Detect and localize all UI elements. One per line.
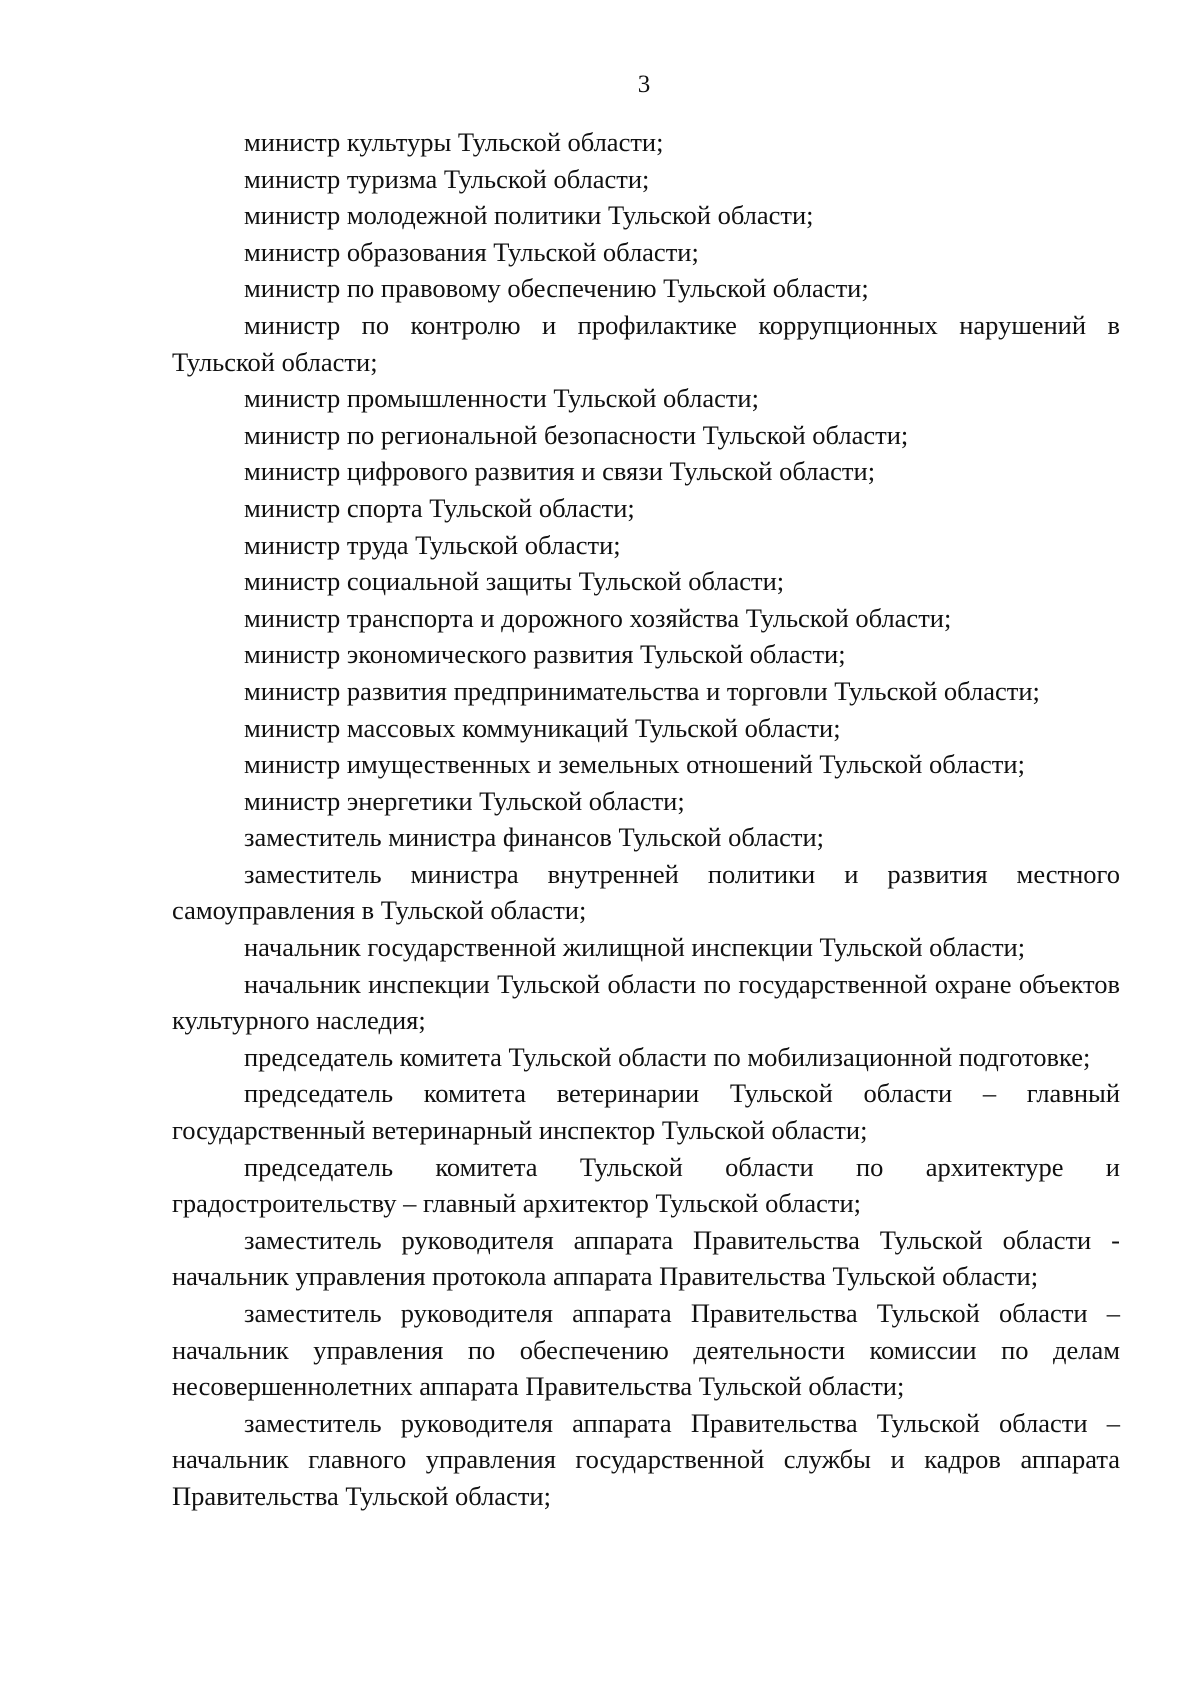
page-number: 3 [637, 71, 651, 98]
paragraph: начальник государственной жилищной инспекции Тульской области; [244, 932, 1026, 963]
paragraph: министр экономического развития Тульской области; [244, 639, 846, 670]
paragraph: председатель комитета ветеринарии Тульской области – главный государственный ветеринарный инспектор Тульской области; [172, 1078, 1120, 1146]
paragraph: министр развития предпринимательства и торговли Тульской области; [244, 675, 1040, 706]
paragraph: министр имущественных и земельных отношений Тульской области; [244, 749, 1025, 780]
document-body [172, 124, 1120, 1515]
paragraph: председатель комитета Тульской области по мобилизационной подготовке; [244, 1041, 1091, 1072]
paragraph: министр энергетики Тульской области; [244, 785, 685, 816]
paragraph: министр транспорта и дорожного хозяйства Тульской области; [244, 602, 952, 633]
paragraph: министр образования Тульской области; [244, 236, 699, 267]
paragraph: заместитель министра финансов Тульской области; [244, 822, 825, 853]
paragraph: министр по контролю и профилактике коррупционных нарушений в Тульской области; [172, 309, 1120, 377]
paragraph: председатель комитета Тульской области по архитектуре и градостроительству – главный архитектор Тульской области; [172, 1151, 1120, 1219]
paragraph: заместитель руководителя аппарата Правительства Тульской области - начальник управления протокола аппарата Правительства Тульской области; [172, 1224, 1120, 1292]
paragraph: министр социальной защиты Тульской области; [244, 566, 785, 597]
paragraph: министр спорта Тульской области; [244, 492, 635, 523]
paragraph: заместитель руководителя аппарата Правительства Тульской области – начальник главного управления государственной службы и кадров аппарата Правительства Тульской области; [172, 1407, 1120, 1511]
paragraph: заместитель министра внутренней политики и развития местного самоуправления в Тульской области; [172, 858, 1120, 926]
paragraph: заместитель руководителя аппарата Правительства Тульской области – начальник управления по обеспечению деятельности комиссии по делам несовершеннолетних аппарата Правительства Тульской области; [172, 1298, 1120, 1402]
paragraph: министр культуры Тульской области; [244, 127, 664, 157]
paragraph: министр туризма Тульской области; [244, 163, 650, 194]
paragraph: министр молодежной политики Тульской области; [244, 200, 814, 231]
paragraph: министр массовых коммуникаций Тульской области; [244, 712, 841, 743]
paragraph: министр труда Тульской области; [244, 529, 621, 560]
paragraph: министр по региональной безопасности Тульской области; [244, 419, 909, 450]
paragraph: министр цифрового развития и связи Тульской области; [244, 456, 876, 487]
paragraph: министр промышленности Тульской области; [244, 383, 759, 414]
paragraph: начальник инспекции Тульской области по государственной охране объектов культурного наследия; [172, 968, 1120, 1036]
paragraph: министр по правовому обеспечению Тульской области; [244, 273, 869, 304]
